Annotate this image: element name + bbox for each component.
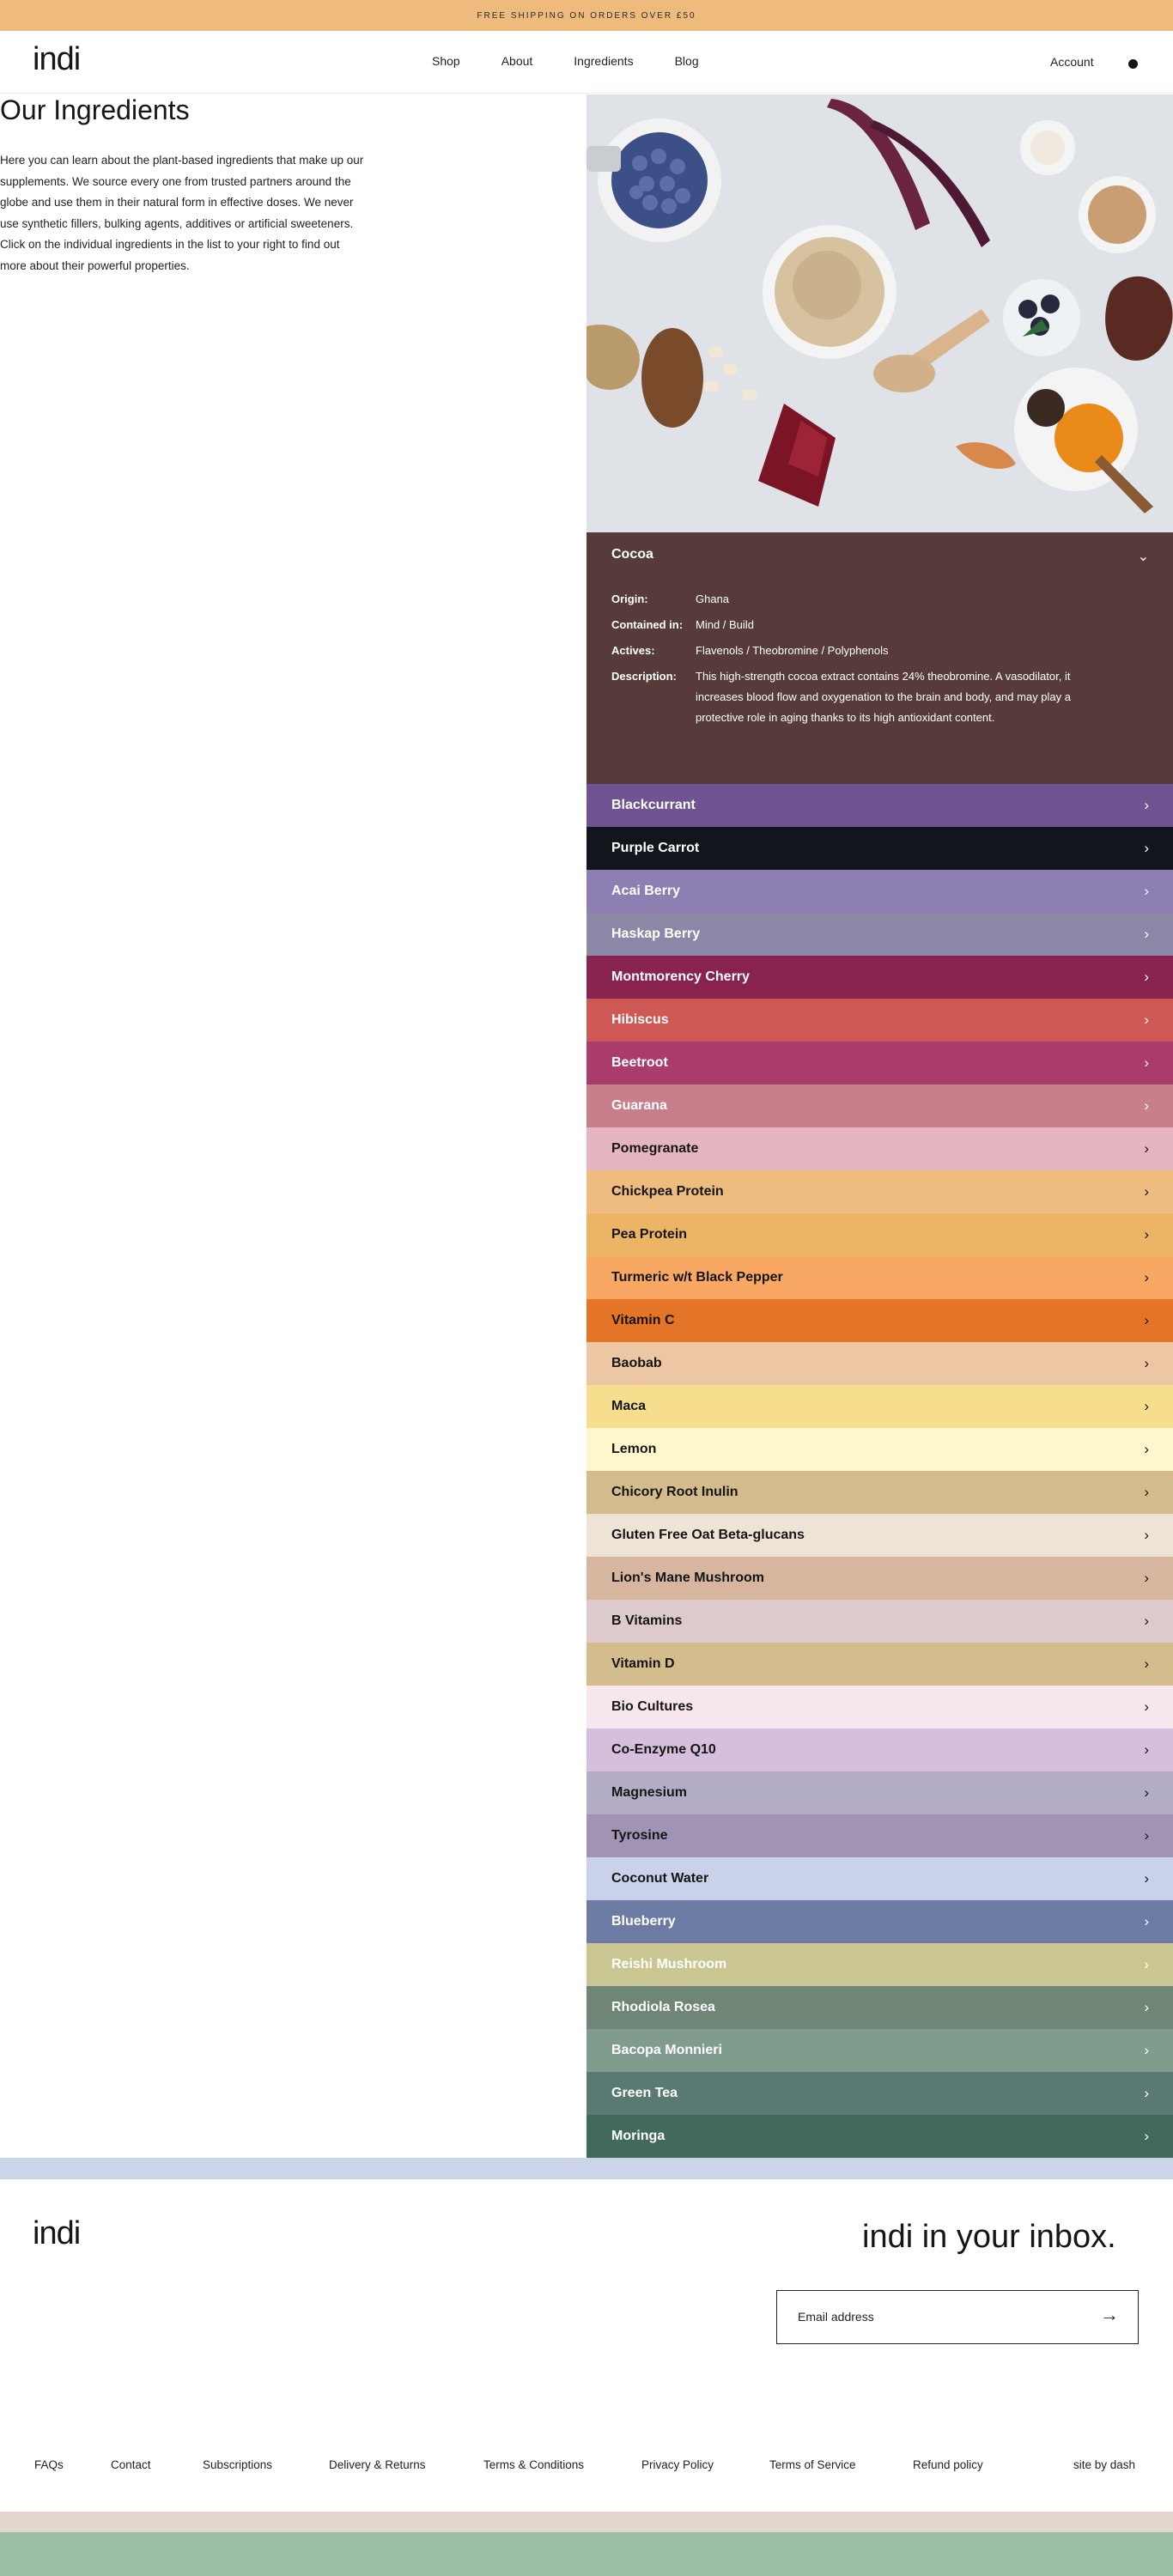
chevron-right-icon: › [1144, 1097, 1149, 1114]
intro-text: Here you can learn about the plant-based ingredients that make up our supplements. We source every one from trusted partners around the globe and use them in their natural form in effective doses. We never use synthetic fillers, bulking agents, additives or artificial sweeteners. Click on the individual ingredients in the list to your right to find out more about their powerful properties. [0, 154, 364, 272]
nav-about[interactable]: About [501, 54, 533, 68]
ingredient-row[interactable] [586, 1986, 1173, 2029]
ingredient-name: Chicory Root Inulin [611, 1485, 738, 1499]
chevron-right-icon: › [1144, 1398, 1149, 1414]
site-header [0, 31, 1173, 94]
ingredient-row[interactable] [586, 1127, 1173, 1170]
chevron-right-icon: › [1144, 1527, 1149, 1543]
ingredient-row[interactable] [586, 1943, 1173, 1986]
ingredient-row[interactable] [586, 1686, 1173, 1728]
chevron-right-icon: › [1144, 1269, 1149, 1285]
ingredient-name: Coconut Water [611, 1871, 709, 1886]
ingredient-row[interactable] [586, 1771, 1173, 1814]
cart-icon[interactable] [1128, 59, 1138, 69]
ingredient-name: Magnesium [611, 1785, 688, 1800]
ingredient-name: Blackcurrant [611, 798, 696, 812]
page-title: Our Ingredients [0, 94, 190, 125]
ingredient-name: Co-Enzyme Q10 [611, 1742, 716, 1757]
ingredient-row[interactable] [586, 2029, 1173, 2072]
ingredient-row[interactable] [586, 1857, 1173, 1900]
ingredient-row[interactable] [586, 2072, 1173, 2115]
detail-contained [611, 615, 1161, 635]
footer-band-green [0, 2532, 1173, 2576]
ingredient-name: Haskap Berry [611, 927, 701, 941]
detail-origin [611, 589, 1161, 610]
ingredient-name: Hibiscus [611, 1012, 669, 1027]
ingredient-row[interactable] [586, 784, 1173, 827]
chevron-right-icon: › [1144, 969, 1149, 985]
chevron-right-icon: › [1144, 1140, 1149, 1157]
footer-link-contact[interactable]: Contact [111, 2458, 151, 2471]
chevron-right-icon: › [1144, 797, 1149, 813]
ingredient-name: Gluten Free Oat Beta-glucans [611, 1528, 805, 1542]
chevron-right-icon: › [1144, 1870, 1149, 1886]
footer-band-pink [0, 2512, 1173, 2532]
ingredient-name: Vitamin D [611, 1656, 675, 1671]
chevron-right-icon: › [1144, 1784, 1149, 1801]
chevron-right-icon: › [1144, 2042, 1149, 2058]
chevron-right-icon: › [1144, 1441, 1149, 1457]
ingredient-row[interactable] [586, 827, 1173, 870]
chevron-right-icon: › [1144, 1656, 1149, 1672]
footer-link-faqs[interactable]: FAQs [34, 2458, 64, 2471]
ingredient-row[interactable] [586, 1600, 1173, 1643]
description-value: This high-strength cocoa extract contains 24% theobromine. A vasodilator, it increases blood flow and oxygenation to the brain and body, and may play a protective role in aging thanks to its high antioxidant content. [696, 670, 1071, 724]
chevron-right-icon: › [1144, 1012, 1149, 1028]
chevron-right-icon: › [1144, 1827, 1149, 1844]
email-placeholder: Email address [798, 2310, 874, 2324]
ingredient-row[interactable] [586, 1428, 1173, 1471]
nav-ingredients[interactable]: Ingredients [574, 54, 634, 68]
ingredient-row[interactable] [586, 1514, 1173, 1557]
ingredient-row[interactable] [586, 1643, 1173, 1686]
ingredient-row[interactable] [586, 1471, 1173, 1514]
nav-shop[interactable]: Shop [432, 54, 460, 68]
arrow-right-icon[interactable]: → [1100, 2304, 1119, 2325]
promo-text: FREE SHIPPING ON ORDERS OVER £50 [477, 10, 696, 21]
ingredient-name: Reishi Mushroom [611, 1957, 727, 1971]
ingredient-row[interactable] [586, 1256, 1173, 1299]
ingredient-list [586, 784, 1173, 2158]
actives-value: Flavenols / Theobromine / Polyphenols [696, 644, 889, 657]
chevron-right-icon: › [1144, 1226, 1149, 1242]
footer-link-privacy[interactable]: Privacy Policy [641, 2458, 714, 2471]
accordion-header-cocoa[interactable]: Cocoa [611, 547, 653, 562]
footer-link-terms-conditions[interactable]: Terms & Conditions [483, 2458, 585, 2471]
chevron-right-icon: › [1144, 840, 1149, 856]
chevron-down-icon[interactable]: ⌄ [1137, 550, 1149, 564]
ingredient-name: Bacopa Monnieri [611, 2043, 722, 2057]
ingredients-photo-illustration [586, 94, 1173, 532]
ingredient-row[interactable] [586, 2115, 1173, 2158]
ingredient-name: Acai Berry [611, 884, 681, 898]
chevron-right-icon: › [1144, 1484, 1149, 1500]
contained-label: Contained in: [611, 618, 684, 631]
account-link[interactable]: Account [1050, 55, 1094, 69]
ingredient-row[interactable] [586, 999, 1173, 1042]
origin-value: Ghana [696, 592, 730, 605]
ingredient-name: Bio Cultures [611, 1699, 694, 1714]
ingredient-name: Pomegranate [611, 1141, 699, 1156]
chevron-right-icon: › [1144, 1054, 1149, 1071]
footer-link-delivery[interactable]: Delivery & Returns [329, 2458, 426, 2471]
ingredient-row[interactable] [586, 956, 1173, 999]
actives-label: Actives: [611, 644, 655, 657]
main-nav [432, 54, 740, 68]
ingredient-row[interactable] [586, 1213, 1173, 1256]
ingredient-name: Tyrosine [611, 1828, 668, 1843]
chevron-right-icon: › [1144, 1999, 1149, 2015]
ingredient-name: Pea Protein [611, 1227, 688, 1242]
ingredient-row[interactable] [586, 1385, 1173, 1428]
detail-description [611, 666, 1161, 752]
ingredient-row[interactable] [586, 913, 1173, 956]
expanded-ingredient-cocoa [586, 532, 1173, 784]
nav-blog[interactable]: Blog [674, 54, 699, 68]
chevron-right-icon: › [1144, 1613, 1149, 1629]
footer-credit[interactable]: site by dash [1073, 2458, 1136, 2471]
promo-banner [0, 0, 1173, 31]
detail-actives [611, 641, 1161, 661]
email-field[interactable] [776, 2290, 1139, 2344]
footer-links [34, 2458, 1142, 2476]
ingredient-name: Turmeric w/t Black Pepper [611, 1270, 783, 1285]
chevron-right-icon: › [1144, 1741, 1149, 1758]
ingredient-row[interactable] [586, 1299, 1173, 1342]
logo[interactable]: indi [33, 41, 81, 77]
chevron-right-icon: › [1144, 1956, 1149, 1972]
ingredient-name: Maca [611, 1399, 647, 1413]
ingredient-name: Lion's Mane Mushroom [611, 1571, 765, 1585]
ingredient-name: Green Tea [611, 2086, 678, 2100]
contained-value: Mind / Build [696, 618, 754, 631]
divider-band [0, 2158, 1173, 2179]
origin-label: Origin: [611, 592, 648, 605]
description-label: Description: [611, 670, 677, 683]
ingredient-row[interactable] [586, 1557, 1173, 1600]
ingredient-name: B Vitamins [611, 1613, 683, 1628]
ingredient-row[interactable] [586, 1728, 1173, 1771]
ingredient-name: Montmorency Cherry [611, 969, 750, 984]
ingredient-name: Purple Carrot [611, 841, 700, 855]
chevron-right-icon: › [1144, 926, 1149, 942]
chevron-right-icon: › [1144, 1312, 1149, 1328]
ingredient-name: Vitamin C [611, 1313, 675, 1327]
chevron-right-icon: › [1144, 2128, 1149, 2144]
footer-logo[interactable]: indi [33, 2215, 81, 2251]
ingredient-name: Rhodiola Rosea [611, 2000, 715, 2014]
newsletter-title: indi in your inbox. [862, 2219, 1116, 2255]
ingredient-name: Guarana [611, 1098, 667, 1113]
chevron-right-icon: › [1144, 1570, 1149, 1586]
ingredient-row[interactable] [586, 1170, 1173, 1213]
ingredient-name: Chickpea Protein [611, 1184, 724, 1199]
chevron-right-icon: › [1144, 1355, 1149, 1371]
ingredient-row[interactable] [586, 1042, 1173, 1084]
footer-link-subscriptions[interactable]: Subscriptions [203, 2458, 273, 2471]
chevron-right-icon: › [1144, 1913, 1149, 1929]
ingredient-row[interactable] [586, 1814, 1173, 1857]
ingredient-name: Beetroot [611, 1055, 668, 1070]
chevron-right-icon: › [1144, 2085, 1149, 2101]
chevron-right-icon: › [1144, 1698, 1149, 1715]
ingredient-row[interactable] [586, 1900, 1173, 1943]
hero-image [586, 94, 1173, 532]
footer-link-terms-service[interactable]: Terms of Service [769, 2458, 856, 2471]
ingredient-row[interactable] [586, 870, 1173, 913]
ingredient-row[interactable] [586, 1084, 1173, 1127]
footer-link-refund[interactable]: Refund policy [913, 2458, 983, 2471]
chevron-right-icon: › [1144, 1183, 1149, 1200]
ingredient-name: Moringa [611, 2129, 666, 2143]
ingredient-name: Baobab [611, 1356, 662, 1370]
ingredient-row[interactable] [586, 1342, 1173, 1385]
chevron-right-icon: › [1144, 883, 1149, 899]
ingredient-name: Blueberry [611, 1914, 676, 1929]
ingredient-name: Lemon [611, 1442, 657, 1456]
